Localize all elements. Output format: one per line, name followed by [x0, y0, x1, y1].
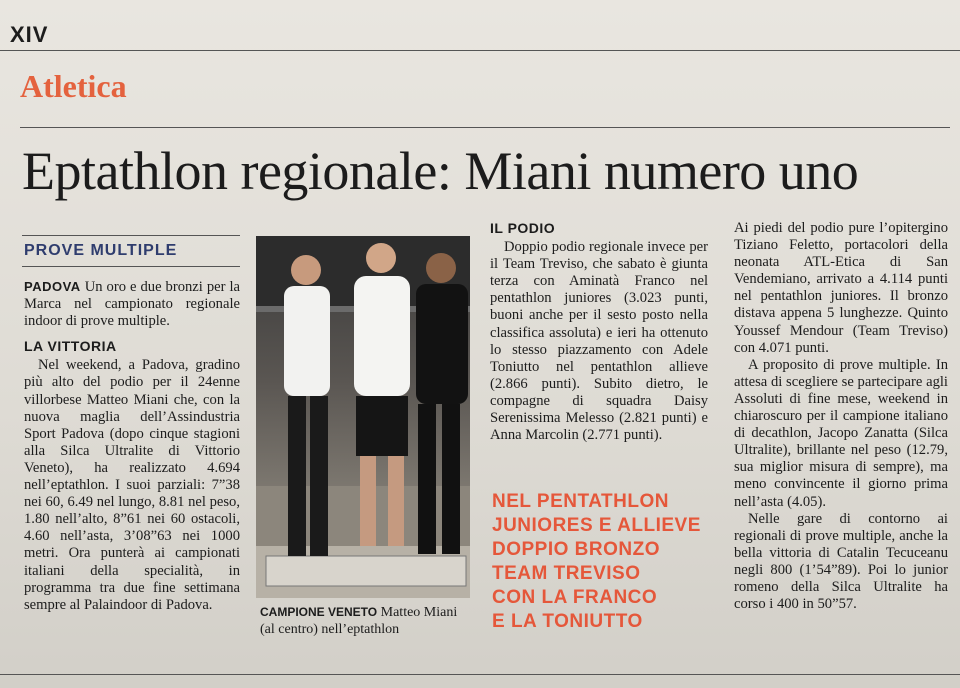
section-title: Atletica — [20, 68, 127, 104]
body-paragraph: Nelle gare di contorno ai regionali di prove multiple, anche la bella vittoria di Catalin Tecuceanu negli 800 (1’54”89). Poi lo junior romeno della Silca Ultralite ha corso i 400 in 50”57. — [734, 510, 948, 613]
top-rule — [0, 50, 960, 51]
pull-quote-line: NEL PENTATHLON — [492, 491, 669, 512]
body-paragraph: Nel weekend, a Padova, gradino più alto del podio per il 24enne villorbese Matteo Miani che, con la nuova maglia dell’Assindustria Sport Padova (dopo cinque stagioni alla Silca Ultralite di Vittorio Veneto), ha realizzato 4.694 nell’eptathlon. I suoi parziali: 7”38 nei 60, 6.49 nel lungo, 8.81 nel peso, 1.80 nell’alto, 8”61 nei 60 ostacoli, 4.60 nell’asta, 3’08”63 nei 1000 metri. Ora punterà ai campionati italiani della specialità, in programma tra due fine settimana sempre al Palaindoor di Padova. — [24, 357, 240, 613]
caption-bold: CAMPIONE VENETO — [260, 605, 378, 619]
subhead-vittoria: LA VITTORIA — [24, 338, 117, 355]
pull-quote — [492, 490, 712, 634]
lead-paragraph — [24, 278, 240, 330]
body-paragraph: A proposito di prove multiple. In attesa di scegliere se partecipare agli Assoluti di fine mese, weekend in chiaroscuro per il campione italiano di decathlon, Jacopo Zanatta (Silca Ultralite), brillante nel peso (12.79, sua miglior misura di sempre), ma meno convincente il giorno prima nell’asta (4.05). — [734, 356, 948, 510]
column-1 — [24, 278, 240, 614]
pull-quote-line: DOPPIO BRONZO — [492, 539, 661, 560]
column-4 — [734, 220, 948, 613]
body-paragraph: Doppio podio regionale invece per il Team Treviso, che sabato è giunta terza con Aminatà Franco nel pentathlon juniores (3.023 punti, buoni anche per il sesto posto nella classifica assoluta) e ieri ha ottenuto lo stesso piazzamento con Adele Toniutto nel pentathlon allieve (2.866 punti). Subito dietro, le compagne di squadra Daisy Serenissima Melesso (2.821 punti) e Anna Marcolin (2.771 punti). — [490, 239, 708, 444]
dateline: PADOVA — [24, 279, 81, 294]
photo-illustration — [256, 236, 470, 598]
kicker: PROVE MULTIPLE — [24, 242, 178, 259]
pull-quote-line: TEAM TREVISO — [492, 563, 641, 584]
pull-quote-line: CON LA FRANCO — [492, 587, 658, 608]
pull-quote-line: JUNIORES E ALLIEVE — [492, 515, 701, 536]
kicker-rule-bottom — [22, 266, 240, 267]
photo-caption — [260, 604, 470, 638]
column-3 — [490, 220, 708, 444]
lead-text: Un oro e due bronzi per la Marca nel campionato regionale indoor di prove multiple. — [24, 279, 240, 330]
page-number: XIV — [10, 22, 49, 47]
article-photo — [256, 236, 470, 598]
caption-text: Matteo Miani (al centro) nell’eptathlon — [260, 605, 458, 637]
bottom-rule — [0, 674, 960, 675]
kicker-rule-top — [22, 235, 240, 236]
subhead-podio: IL PODIO — [490, 220, 556, 236]
section-rule — [20, 127, 950, 128]
body-paragraph: Ai piedi del podio pure l’opitergino Tiziano Feletto, portacolori della neonata ATL-Etica di San Vendemiano, arrivato a 4.114 punti nel pentathlon juniores. Il bronzo distava appena 5 lunghezze. Quinto Youssef Mendour (Team Treviso) con 4.071 punti. — [734, 220, 948, 356]
headline: Eptathlon regionale: Miani numero uno — [22, 141, 859, 201]
pull-quote-line: E LA TONIUTTO — [492, 611, 643, 632]
